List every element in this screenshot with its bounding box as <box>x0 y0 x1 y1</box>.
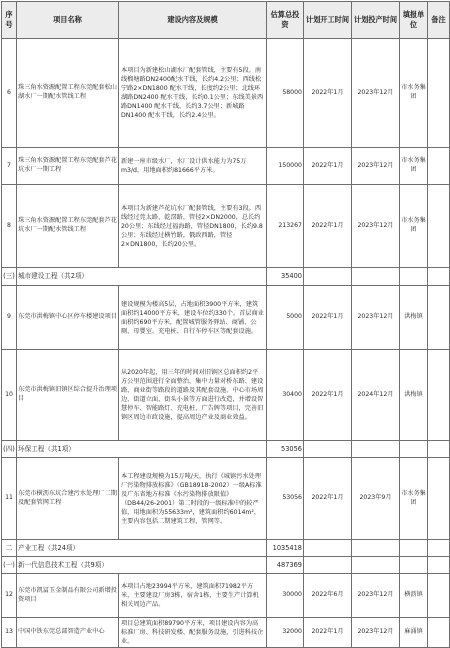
header-end: 计划投产时间 <box>352 2 400 39</box>
name-cell: 珠三角水资源配置工程东莞配套芦花坑水厂一期工程 <box>17 148 119 185</box>
start-cell: 2022年1月 <box>304 286 352 350</box>
end-cell: 2023年12月 <box>352 185 400 268</box>
content-cell: 本工程建设规模为15万吨/天，执行《城镇污水处理厂污染物排放标准》（GB18918-2002）一级A标准及广东省地方标准《水污染物排放限值》（DB44/26-2001）第二时段的一级标准中的较严值，用地面积为55633m²，建筑面积约6014m²，主要内容包括二期建筑工程、管网等。 <box>119 458 267 540</box>
content-cell: 新建一座市级水厂，水厂设计供水能力为75万m3/d，用地面积约81666平方米。 <box>119 148 267 185</box>
name-cell: 东莞市横沥东坑合建污水处理厂二期及配套管网工程 <box>17 458 119 540</box>
investment-cell: 32000 <box>267 618 304 648</box>
start-cell: 2022年6月 <box>304 574 352 618</box>
header-seq: 序号 <box>2 2 17 39</box>
category-row <box>2 268 450 286</box>
note-cell <box>428 185 450 268</box>
unit-cell: 洪梅镇 <box>400 286 428 350</box>
category-title: 新一代信息技术工程（共9项） <box>17 557 267 574</box>
unit-cell: 市水务集团 <box>400 458 428 540</box>
investment-cell: 30000 <box>267 574 304 618</box>
end-cell: 2023年12月 <box>352 574 400 618</box>
note-cell <box>428 458 450 540</box>
table-row <box>2 39 450 148</box>
project-table <box>1 1 450 648</box>
end-cell: 2023年12月 <box>352 286 400 350</box>
unit-cell: 麻涌镇 <box>400 618 428 648</box>
note-cell <box>428 148 450 185</box>
name-cell: 东莞市凯冨玉金制品有限公司新增投资项目 <box>17 574 119 618</box>
start-cell: 2022年1月 <box>304 458 352 540</box>
seq-cell: 9 <box>2 286 17 350</box>
seq-cell: 13 <box>2 618 17 648</box>
investment-cell: 58000 <box>267 39 304 148</box>
content-cell: 本项目占地23994平方米，建筑面积71982平方米，主要建设厂房3栋，宿舍1栋，主要生产计算机相关周边产品。 <box>119 574 267 618</box>
table-row <box>2 618 450 648</box>
table-row <box>2 185 450 268</box>
category-seq: (一) <box>2 557 17 574</box>
investment-cell: 5000 <box>267 286 304 350</box>
category-seq: 二 <box>2 540 17 557</box>
note-cell <box>428 350 450 441</box>
content-cell: 从2020年起，用三年的时间对旧镇区总面积约2平方公里范围进行全面整治，集中力量对桥东路、建设路、商业街等路段的道路及其配套设施、中心市场周边、街道立面、街头小景等方面进行改造，并增设智慧停车、智能路灯、充电桩、广告牌等项目，完善旧镇区周边市政设施，提高周边产业及商业效益。 <box>119 350 267 441</box>
investment-cell: 213267 <box>267 185 304 268</box>
seq-cell: 10 <box>2 350 17 441</box>
note-cell <box>428 574 450 618</box>
header-start: 计划开工时间 <box>304 2 352 39</box>
name-cell: 东莞市洪梅镇旧镇区综合提升治理项目 <box>17 350 119 441</box>
content-cell: 本项目为新建松山湖水厂配套管线，主要有5段。南线榴塘路DN2400配水干线，长约4.2公里；西线松宁路2×DN1800 配水干线，长度约2公里；北线环湖路DN2400 配水干线，长约0.1公里；东线美景西路DN1400 配水干线，长约3.7公里；新城路DN1400 配水干线，长约2.4公里。 <box>119 39 267 148</box>
unit-cell: 市水务集团 <box>400 185 428 268</box>
end-cell: 2023年12月 <box>352 618 400 648</box>
seq-cell: 7 <box>2 148 17 185</box>
seq-cell: 12 <box>2 574 17 618</box>
start-cell: 2022年1月 <box>304 185 352 268</box>
table-row <box>2 148 450 185</box>
category-title: 环保工程（共1项） <box>17 441 267 458</box>
table-row <box>2 574 450 618</box>
seq-cell: 11 <box>2 458 17 540</box>
category-title: 城市建设工程（共2项） <box>17 268 267 286</box>
name-cell: 东莞市洪梅镇中心区停车楼建设项目 <box>17 286 119 350</box>
start-cell: 2022年1月 <box>304 618 352 648</box>
end-cell: 2023年9月 <box>352 458 400 540</box>
start-cell: 2022年1月 <box>304 39 352 148</box>
seq-cell: 6 <box>2 39 17 148</box>
header-unit: 填报单位 <box>400 2 428 39</box>
content-cell: 本项目为新建芦花坑水厂配套管线，主要有3段。西线经过莞太路、乾滘路，管径2×DN2000，总长约20公里；东线经过福海路，管径DN1800，长约9.8公里；东线经过横竹路，俄政西路，管径2×DN1800，长约20公里。 <box>119 185 267 268</box>
end-cell: 2023年12月 <box>352 39 400 148</box>
category-seq: (三) <box>2 268 17 286</box>
header-content: 建设内容及规模 <box>119 2 267 39</box>
category-investment: 487369 <box>267 557 304 574</box>
unit-cell: 市水务集团 <box>400 39 428 148</box>
note-cell <box>428 286 450 350</box>
name-cell: 珠三角水资源配置工程东莞配套松山湖水厂一期配水管线工程 <box>17 39 119 148</box>
content-cell: 项目总建筑面积89790平方米，项目建设内容为高标准厂房、科技研发楼、配套服务设施，引进科技企业。 <box>119 618 267 648</box>
name-cell: 珠三角水资源配置工程东莞配套芦花坑水厂一期配水管线工程 <box>17 185 119 268</box>
category-investment: 53056 <box>267 441 304 458</box>
header-note: 备注 <box>428 2 450 39</box>
header-investment: 估算总投资 <box>267 2 304 39</box>
category-investment: 1035418 <box>267 540 304 557</box>
start-cell: 2022年1月 <box>304 148 352 185</box>
name-cell: 中国中铁东莞总部智造产业中心 <box>17 618 119 648</box>
content-cell: 建设规模为楼高5层，占地面积3900平方米，建筑面积约14000平方米，建设车位约330个。首层商业面积约690平方米，配置城管服务驿站、商铺、公厕、母婴室、充电桩、自行车停车区等配套设施。 <box>119 286 267 350</box>
category-seq: (四) <box>2 441 17 458</box>
category-row <box>2 441 450 458</box>
investment-cell: 150000 <box>267 148 304 185</box>
table-row <box>2 350 450 441</box>
end-cell: 2023年12月 <box>352 148 400 185</box>
note-cell <box>428 618 450 648</box>
table-row <box>2 286 450 350</box>
seq-cell: 8 <box>2 185 17 268</box>
category-row <box>2 557 450 574</box>
table-row <box>2 458 450 540</box>
category-title: 产业工程（共24项） <box>17 540 267 557</box>
investment-cell: 30400 <box>267 350 304 441</box>
category-investment: 35400 <box>267 268 304 286</box>
header-row <box>2 2 450 39</box>
investment-cell: 53056 <box>267 458 304 540</box>
header-name: 项目名称 <box>17 2 119 39</box>
unit-cell: 洪梅镇 <box>400 350 428 441</box>
end-cell: 2024年12月 <box>352 350 400 441</box>
note-cell <box>428 39 450 148</box>
unit-cell: 横沥镇 <box>400 574 428 618</box>
category-row <box>2 540 450 557</box>
unit-cell: 市水务集团 <box>400 148 428 185</box>
start-cell: 2022年1月 <box>304 350 352 441</box>
